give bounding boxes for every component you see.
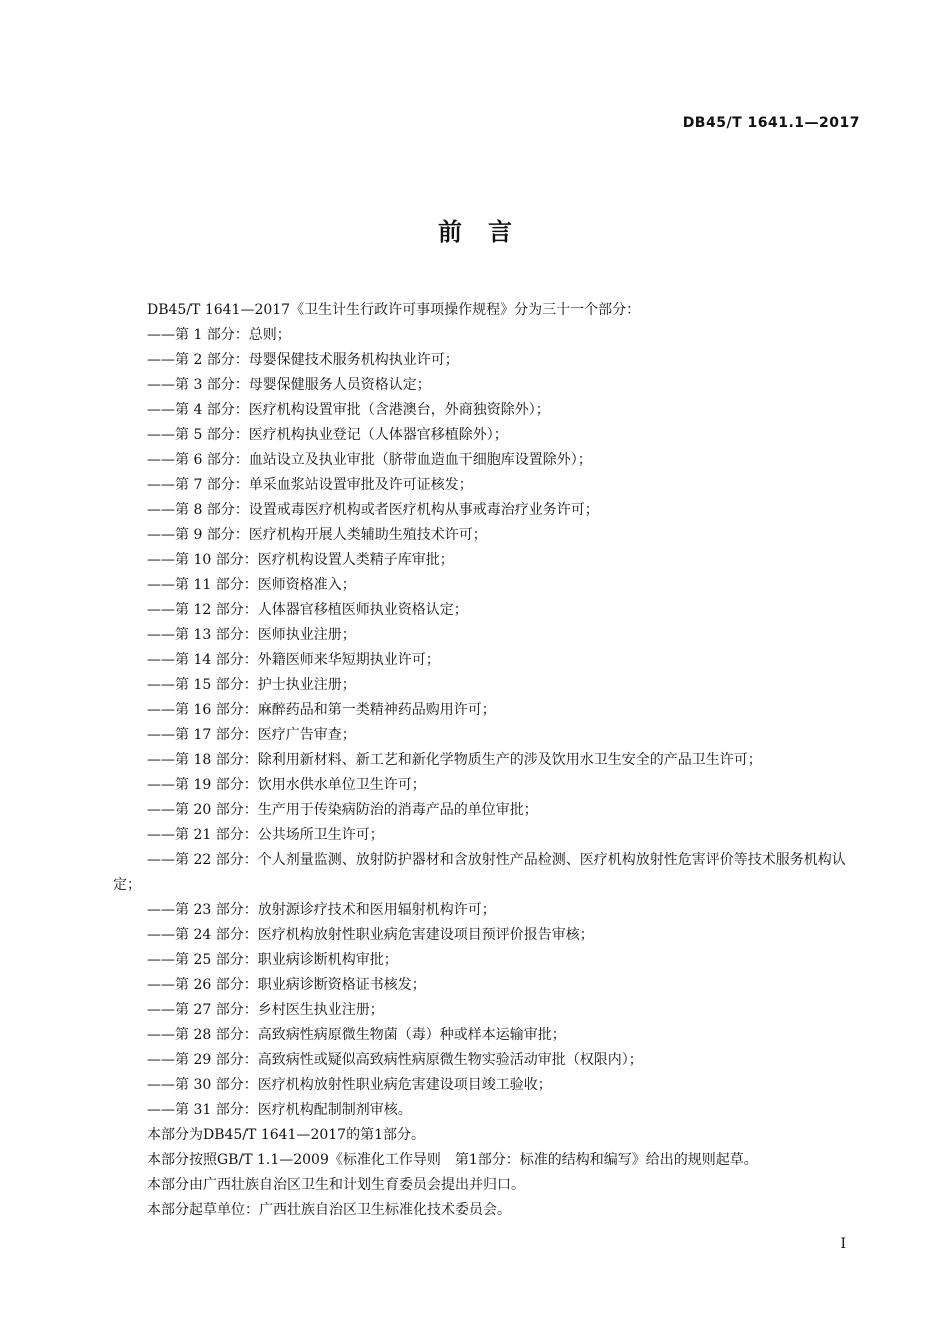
list-item: ——第 5 部分：医疗机构执业登记（人体器官移植除外）； xyxy=(147,427,508,443)
page-number: I xyxy=(840,1236,846,1252)
list-item: ——第 2 部分：母婴保健技术服务机构执业许可； xyxy=(147,352,459,368)
closing-paragraph: 本部分起草单位：广西壮族自治区卫生标准化技术委员会。 xyxy=(147,1202,511,1218)
list-item: ——第 7 部分：单采血浆站设置审批及许可证核发； xyxy=(147,477,473,493)
list-item: ——第 11 部分：医师资格准入； xyxy=(147,577,356,593)
list-item: ——第 13 部分：医师执业注册； xyxy=(147,627,356,643)
list-item: ——第 25 部分：职业病诊断机构审批； xyxy=(147,952,398,968)
list-item: ——第 16 部分：麻醉药品和第一类精神药品购用许可； xyxy=(147,702,496,718)
list-item: ——第 27 部分：乡村医生执业注册； xyxy=(147,1002,384,1018)
closing-paragraph: 本部分按照GB/T 1.1—2009《标准化工作导则 第1部分：标准的结构和编写》给出的规则起草。 xyxy=(147,1152,758,1168)
page-title: 前言 xyxy=(438,218,538,246)
list-item: ——第 10 部分：医疗机构设置人类精子库审批； xyxy=(147,552,454,568)
list-item: ——第 1 部分：总则； xyxy=(147,327,291,343)
list-item: ——第 12 部分：人体器官移植医师执业资格认定； xyxy=(147,602,468,618)
list-item: ——第 19 部分：饮用水供水单位卫生许可； xyxy=(147,777,426,793)
list-item: ——第 28 部分：高致病性病原微生物菌（毒）种或样本运输审批； xyxy=(147,1027,566,1043)
list-item: ——第 9 部分：医疗机构开展人类辅助生殖技术许可； xyxy=(147,527,487,543)
list-item: ——第 14 部分：外籍医师来华短期执业许可； xyxy=(147,652,440,668)
list-item: ——第 26 部分：职业病诊断资格证书核发； xyxy=(147,977,426,993)
list-item: ——第 23 部分：放射源诊疗技术和医用辐射机构许可； xyxy=(147,902,496,918)
closing-paragraph: 本部分由广西壮族自治区卫生和计划生育委员会提出并归口。 xyxy=(147,1177,525,1193)
list-item: ——第 4 部分：医疗机构设置审批（含港澳台，外商独资除外）； xyxy=(147,402,550,418)
closing-paragraph: 本部分为DB45/T 1641—2017的第1部分。 xyxy=(147,1127,425,1143)
list-item: ——第 15 部分：护士执业注册； xyxy=(147,677,356,693)
foreword-body xyxy=(113,298,863,1223)
list-item: ——第 29 部分：高致病性或疑似高致病性病原微生物实验活动审批（权限内）； xyxy=(147,1052,643,1068)
list-item: ——第 30 部分：医疗机构放射性职业病危害建设项目竣工验收； xyxy=(147,1077,552,1093)
list-item: ——第 21 部分：公共场所卫生许可； xyxy=(147,827,384,843)
standard-code: DB45/T 1641.1—2017 xyxy=(682,115,860,131)
list-item: ——第 17 部分：医疗广告审查； xyxy=(147,727,356,743)
intro-paragraph: DB45/T 1641—2017《卫生计生行政许可事项操作规程》分为三十一个部分： xyxy=(147,302,641,318)
list-item: ——第 20 部分：生产用于传染病防治的消毒产品的单位审批； xyxy=(147,802,538,818)
list-item: ——第 3 部分：母婴保健服务人员资格认定； xyxy=(147,377,431,393)
list-item: ——第 24 部分：医疗机构放射性职业病危害建设项目预评价报告审核； xyxy=(147,927,594,943)
list-item: ——第 18 部分：除利用新材料、新工艺和新化学物质生产的涉及饮用水卫生安全的产品卫生许可； xyxy=(147,752,762,768)
list-item: ——第 6 部分：血站设立及执业审批（脐带血造血干细胞库设置除外）； xyxy=(147,452,592,468)
list-item: ——第 22 部分：个人剂量监测、放射防护器材和含放射性产品检测、医疗机构放射性危害评价等技术服务机构认定； xyxy=(113,852,846,893)
list-item: ——第 31 部分：医疗机构配制制剂审核。 xyxy=(147,1102,412,1118)
list-item: ——第 8 部分：设置戒毒医疗机构或者医疗机构从事戒毒治疗业务许可； xyxy=(147,502,599,518)
